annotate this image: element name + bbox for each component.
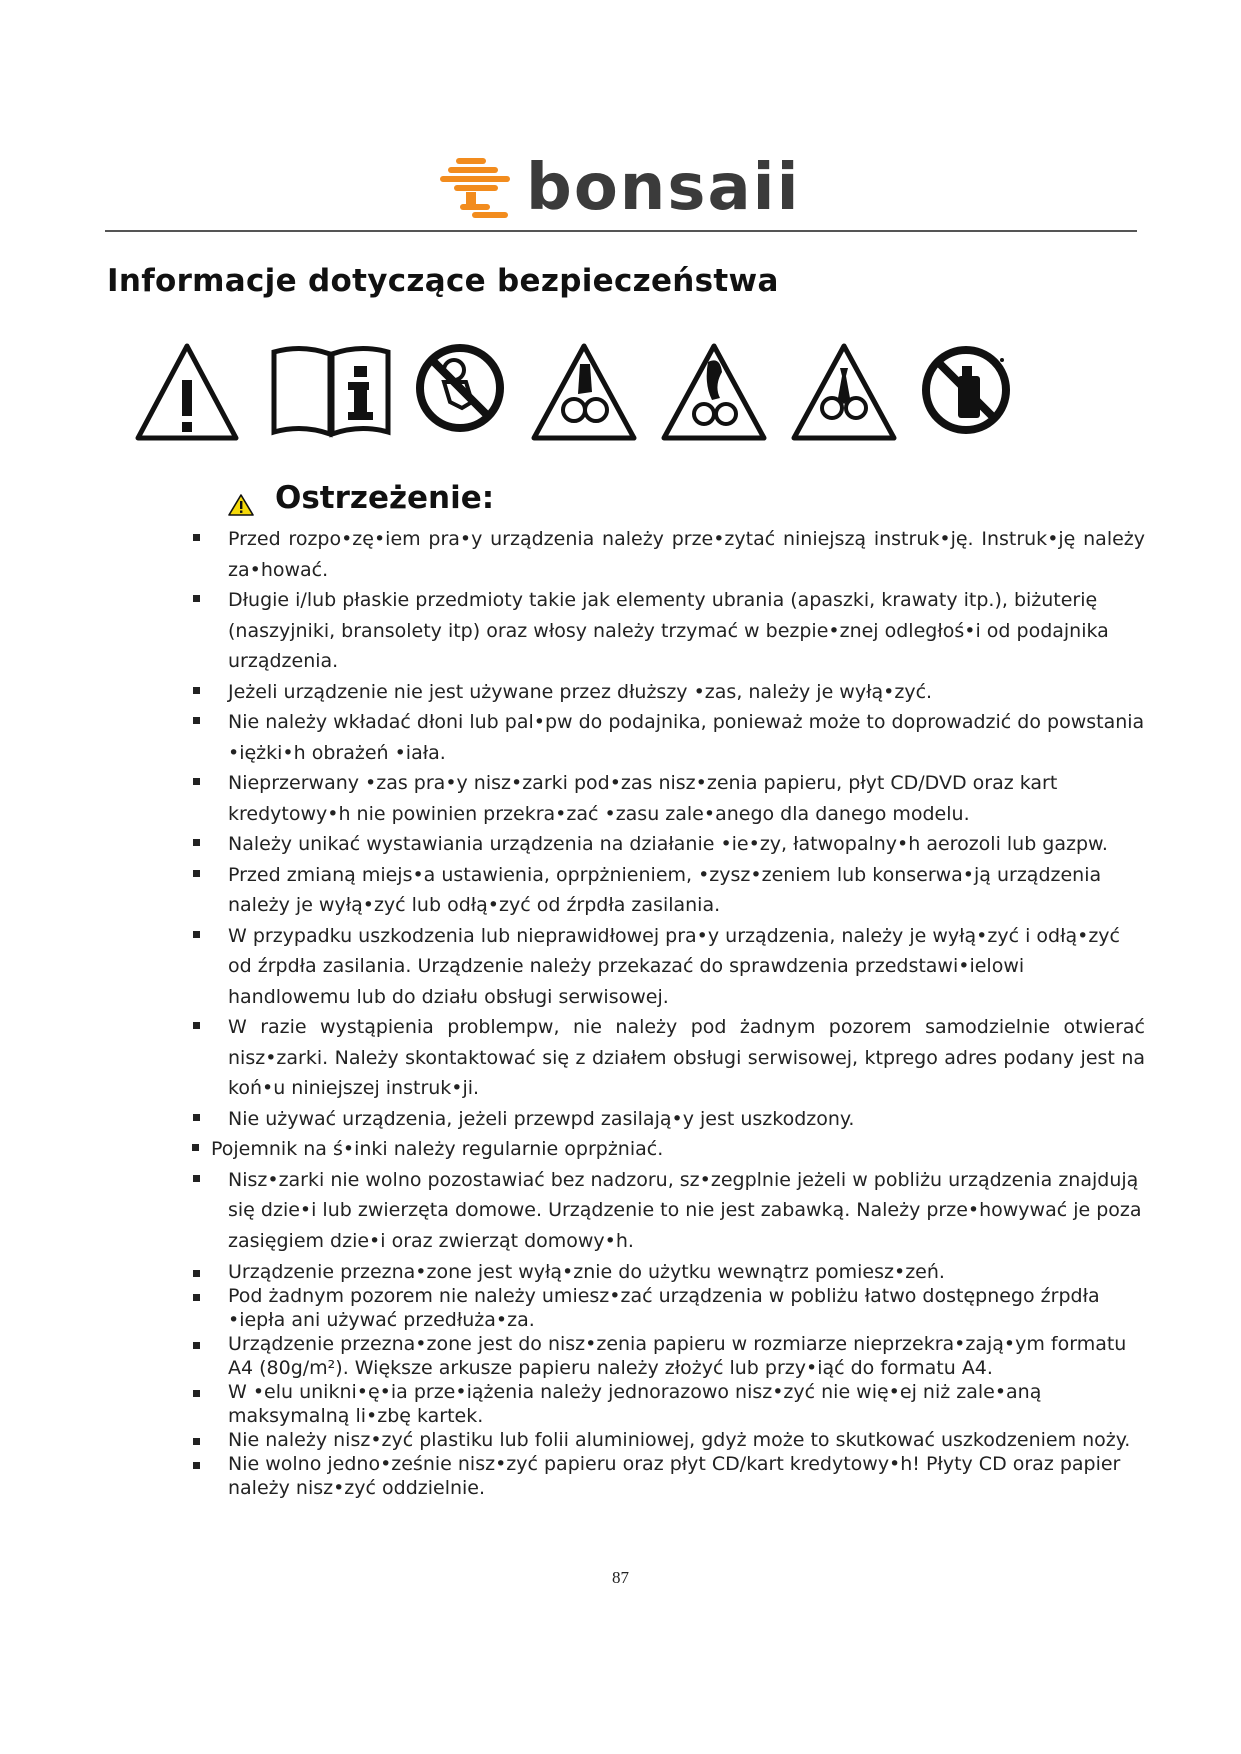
list-item: W razie wystąpienia problempw, nie należy pod żadnym pozorem samodzielnie otwierać nisz•zarki. Należy skontaktować się z działem obsługi serwisowej, ktprego adres podany jest na koń•u niniejszej instruk•ji. (185, 1012, 1145, 1104)
read-manual-icon (270, 342, 392, 438)
no-children-icon (414, 342, 506, 434)
list-item: Przed rozpo•zę•iem pra•y urządzenia należy prze•zytać niniejszą instruk•ję. Instruk•ję należy za•hować. (185, 524, 1145, 585)
list-item: Jeżeli urządzenie nie jest używane przez dłuższy •zas, należy je wyłą•zyć. (185, 677, 1145, 708)
page-number: 87 (612, 1568, 629, 1587)
warning-list (185, 524, 1145, 1500)
tie-entanglement-icon (790, 342, 898, 442)
list-item: Nie należy wkładać dłoni lub pal•pw do podajnika, ponieważ może to doprowadzić do powstania •iężki•h obrażeń •iała. (185, 707, 1145, 768)
brand-name: bonsaii (526, 151, 801, 225)
warning-heading-text: Ostrzeżenie: (275, 480, 495, 516)
list-item: Nie używać urządzenia, jeżeli przewpd zasilają•y jest uszkodzony. (185, 1104, 1145, 1135)
list-item: Urządzenie przezna•zone jest do nisz•zenia papieru w rozmiarze nieprzekra•zają•ym formatu A4 (80g/m²). Większe arkusze papieru należy złożyć lub przy•iąć do formatu A4. (185, 1332, 1145, 1380)
list-item: Długie i/lub płaskie przedmioty takie jak elementy ubrania (apaszki, krawaty itp.), biżuterię (naszyjniki, bransolety itp) oraz włosy należy trzymać w bezpie•znej odległoś•i od podajnika urządzenia. (185, 585, 1145, 677)
warning-triangle-icon (228, 494, 254, 516)
hand-entanglement-icon (530, 342, 638, 442)
list-item: W przypadku uszkodzenia lub nieprawidłowej pra•y urządzenia, należy je wyłą•zyć i odłą•zyć od źrpdła zasilania. Urządzenie należy przekazać do sprawdzenia przedstawi•ielowi handlowemu lub do działu obsługi serwisowej. (185, 921, 1145, 1013)
general-warning-icon (134, 342, 240, 442)
no-aerosol-icon (920, 342, 1016, 438)
list-item: Nieprzerwany •zas pra•y nisz•zarki pod•zas nisz•zenia papieru, płyt CD/DVD oraz kart kredytowy•h nie powinien przekra•zać •zasu zale•anego dla danego modelu. (185, 768, 1145, 829)
header-divider (105, 230, 1137, 232)
list-item: Nie wolno jedno•ześnie nisz•zyć papieru oraz płyt CD/kart kredytowy•h! Płyty CD oraz papier należy nisz•zyć oddzielnie. (185, 1452, 1145, 1500)
list-item: Należy unikać wystawiania urządzenia na działanie •ie•zy, łatwopalny•h aerozoli lub gazpw. (185, 829, 1145, 860)
list-item: Urządzenie przezna•zone jest wyłą•znie do użytku wewnątrz pomiesz•zeń. (185, 1260, 1145, 1284)
page-title: Informacje dotyczące bezpieczeństwa (107, 262, 779, 299)
hair-entanglement-icon (660, 342, 768, 442)
list-item: Pod żadnym pozorem nie należy umiesz•zać urządzenia w pobliżu łatwo dostępnego źrpdła •iepła ani używać przedłuża•za. (185, 1284, 1145, 1332)
list-item: W •elu unikni•ę•ia prze•iążenia należy jednorazowo nisz•zyć nie wię•ej niż zale•aną maksymalną li•zbę kartek. (185, 1380, 1145, 1428)
list-item: Pojemnik na ś•inki należy regularnie oprpżniać. (183, 1134, 1145, 1165)
list-item: Przed zmianą miejs•a ustawienia, oprpżnieniem, •zysz•zeniem lub konserwa•ją urządzenia należy je wyłą•zyć lub odłą•zyć od źrpdła zasilania. (185, 860, 1145, 921)
bonsai-tree-icon (436, 152, 522, 224)
list-item: Nisz•zarki nie wolno pozostawiać bez nadzoru, sz•zegplnie jeżeli w pobliżu urządzenia znajdują się dzie•i lub zwierzęta domowe. Urządzenie to nie jest zabawką. Należy prze•howywać je poza zasięgiem dzie•i oraz zwierząt domowy•h. (185, 1165, 1145, 1257)
list-item: Nie należy nisz•zyć plastiku lub folii aluminiowej, gdyż może to skutkować uszkodzeniem noży. (185, 1428, 1145, 1452)
brand-logo (436, 152, 821, 224)
safety-pictograms (130, 342, 1050, 452)
